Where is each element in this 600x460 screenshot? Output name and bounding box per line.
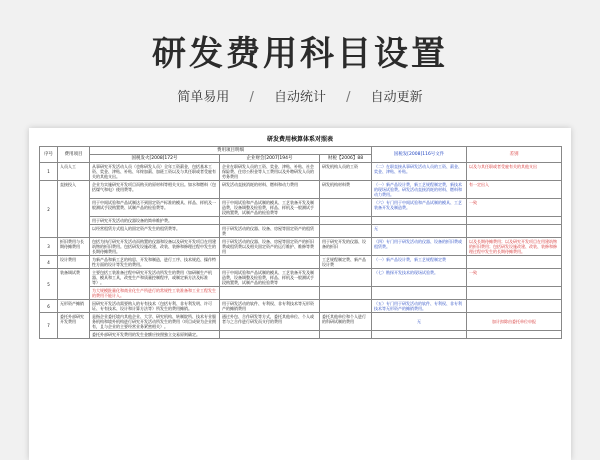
table-row: [40, 256, 562, 269]
feature-separator: /: [346, 90, 351, 105]
cell-e: 有一定出入: [467, 181, 562, 199]
cell-d: [372, 331, 467, 339]
cell-a: 企业为实施研究开发项目而购买的原材料等相关支出。如水和燃料（包括煤气和电）使用费等。: [90, 181, 220, 199]
cell-a: 为大规模批量化和商业化生产所进行的常规性工装准备和工业工程发生的费用不能计入。: [90, 287, 220, 300]
cell-c: [320, 225, 372, 238]
cell-item: 设计费用: [58, 256, 90, 269]
cell-c: [320, 269, 372, 287]
table-row: [40, 163, 562, 181]
sheet-title: 研发费用核算体系对照表: [266, 136, 333, 143]
cell-e: [467, 217, 562, 225]
cell-d: （一）新产品设计费，新工艺规程制定费: [372, 256, 467, 269]
cell-b: [220, 256, 320, 269]
cell-b: [220, 331, 320, 339]
cell-a: 用于中间试验和产品试制达不到固定资产标准的模具、样品、样机及一般测试手段购置费、试制产品的检验费等。: [90, 199, 220, 217]
spreadsheet-preview: [29, 128, 571, 460]
cell-c: [320, 331, 372, 339]
table-row: [40, 331, 562, 339]
cell-item: 折旧费用与长期待摊费用: [58, 238, 90, 256]
header-group: 费用项目明细: [90, 147, 372, 155]
cell-c: 委托其他单位和个人进行的科研试制的费用: [320, 313, 372, 331]
cell-b: 用于中间试验和产品试制的模具、工艺装备开发及制造费，设备调整及检验费，样品、样机及一般测试手段购置费，试制产品的检验费等: [220, 199, 320, 217]
cell-b: 企业在职研发人员的工资、奖金、津贴、补贴、社会保险费、住房公积金等人工费用以及外聘研发人员的劳务费用: [220, 163, 320, 181]
cell-seq: 5: [40, 269, 58, 300]
cell-item: 无形资产摊销: [58, 300, 90, 313]
header-row-top: [40, 147, 562, 155]
cell-d: （二）在职直接从事研发活动人员的工资、薪金、奖金、津贴、补贴。: [372, 163, 467, 181]
cell-c: [320, 199, 372, 217]
cell-b: [220, 287, 320, 300]
table-row: [40, 287, 562, 300]
cell-e: [467, 256, 562, 269]
cell-c: 用于研究开发的仪器、设备的折旧: [320, 238, 372, 256]
cell-e: 以及与其任职或者受雇有关的其他支出: [467, 163, 562, 181]
cell-seq: 2: [40, 181, 58, 238]
cell-a: 主要包括工装准备过程中研究开发活动所发生的费用（如研制生产机器、模具和工具，改变生产和质量控制程序，或制定新方法及标准等）。: [90, 269, 220, 287]
table-row: [40, 313, 562, 331]
cell-item: 人员人工: [58, 163, 90, 181]
header-col-c: 财税【2006】88: [320, 155, 372, 163]
cell-e: 一致: [467, 269, 562, 287]
feature-auto-update: 自动更新: [370, 90, 423, 105]
cell-e: 以及长期待摊费用；以及研究开发项目在用建筑物的折旧费用；包括研发设施改建、改装、装修和修理过程中发生的长期待摊费用。: [467, 238, 562, 256]
cell-e: [467, 331, 562, 339]
table-row: [40, 199, 562, 217]
cell-c: 研发机构人员的工资: [320, 163, 372, 181]
cell-item: 委托外部研究开发费用: [58, 313, 90, 339]
cell-c: 工艺规程制定费、新产品设计费: [320, 256, 372, 269]
cell-a: 因研究开发活动需要购入的专有技术（包括专利、非专利发明、许可证、专有技术、设计和计算方法等）所发生的费用摊销。: [90, 300, 220, 313]
cell-d: 无: [372, 225, 467, 238]
cell-d: [372, 217, 467, 225]
table-row: [40, 238, 562, 256]
cell-b: 研发活动直接消耗的材料、燃料和动力费用: [220, 181, 320, 199]
cell-seq: 4: [40, 256, 58, 269]
cell-a: 从事研究开发活动人员（也称研发人员）全年工资薪金，包括基本工资、奖金、津贴、补贴、年终加薪、加班工资以及与其任职或者受雇有关的其他支出。: [90, 163, 220, 181]
feature-separator: /: [249, 90, 254, 105]
header-col-b: 企业财会[2007]194号: [220, 155, 320, 163]
cell-b: 用于研发活动的软件、专利权、非专利技术等无形资产的摊销费用: [220, 300, 320, 313]
feature-list: [0, 86, 600, 105]
header-col-a: 国税发火[2008]172号: [90, 155, 220, 163]
header-item: 费用项目: [58, 147, 90, 163]
cell-a: 是指企业委托境内其他企业、大学、研究机构、转制院所、技术专业服务机构和境外机构进行研究开发活动所发生的费用（项目成果为企业拥有，且与企业的主要经营业务紧密相关）。: [90, 313, 220, 331]
cell-e: [467, 300, 562, 313]
cell-a: 用于研究开发活动的仪器设备的简单维护费。: [90, 217, 220, 225]
cell-e: 加计扣除由委托单位申报: [467, 313, 562, 331]
cell-b: 用于研发活动的仪器、设备、房屋等固定资产的租赁费: [220, 225, 320, 238]
table-row: [40, 269, 562, 287]
page-title: 研发费用科目设置: [152, 34, 448, 74]
cell-seq: 3: [40, 238, 58, 256]
cell-d: [372, 287, 467, 300]
cell-e: [467, 287, 562, 300]
table-row: [40, 217, 562, 225]
cell-seq: 1: [40, 163, 58, 181]
header-seq: 序号: [40, 147, 58, 163]
cell-seq: 7: [40, 313, 58, 339]
feature-auto-stats: 自动统计: [273, 90, 326, 105]
cell-a: 委托外部研究开发费用的发生金额应按照独立交易原则确定。: [90, 331, 220, 339]
cell-d: （四）专门用于研发活动的仪器、设备的折旧费或租赁费。: [372, 238, 467, 256]
cell-d: （七）勘探开发技术的现场试验费。: [372, 269, 467, 287]
header-col-e: 差别: [467, 147, 562, 163]
cell-a: 以经营租赁方式租入的固定资产发生的租赁费等。: [90, 225, 220, 238]
cell-d: （六）专门用于中间试验和产品试制的模具、工艺装备开发及制造费。: [372, 199, 467, 217]
cell-d: （一）新产品设计费，新工艺规程制定费，新技术的现场试验费。研发活动直接消耗的材料、燃料和动力费用。: [372, 181, 467, 199]
cell-e: 一致: [467, 199, 562, 217]
header-col-d: 国税发[2008]116号文件: [372, 147, 467, 163]
cell-b: 用于中间试验和产品试制的模具、工艺装备开发及制造费，设备调整及检验费，样品、样机及一般测试手段购置费，试制产品的检验费等: [220, 269, 320, 287]
table-row: [40, 225, 562, 238]
cell-seq: 6: [40, 300, 58, 313]
cell-d: （五）专门用于研发活动的软件、专利权、非专利技术等无形资产的摊销费用。: [372, 300, 467, 313]
cell-b: [220, 217, 320, 225]
cell-item: 直接投入: [58, 181, 90, 238]
cell-a: 包括为执行研究开发活动而购置的仪器和设备以及研究开发项目在用建筑物的折旧费用。包括研发设施改建、改装、装修和修理过程中发生的长期待摊费用。: [90, 238, 220, 256]
cell-e: [467, 225, 562, 238]
cell-c: 研发机构材料费: [320, 181, 372, 199]
cell-b: 用于研发活动的仪器、设备、房屋等固定资产的折旧费或租赁费以及相关固定资产的运行维护、维修等费用: [220, 238, 320, 256]
comparison-table: [39, 146, 562, 339]
cell-b: 通过外包、合作研发等方式，委托其他单位、个人或者与之合作进行研发而支付的费用: [220, 313, 320, 331]
cell-c: [320, 300, 372, 313]
table-row: [40, 300, 562, 313]
cell-c: [320, 287, 372, 300]
cell-c: [320, 217, 372, 225]
feature-easy: 简单易用: [177, 90, 230, 105]
cell-item: 装备调试费: [58, 269, 90, 300]
table-row: [40, 181, 562, 199]
cell-d: 无: [372, 313, 467, 331]
cell-a: 为新产品和新工艺的构思、开发和制造，进行工序、技术规范、操作特性方面的设计等发生的费用。: [90, 256, 220, 269]
